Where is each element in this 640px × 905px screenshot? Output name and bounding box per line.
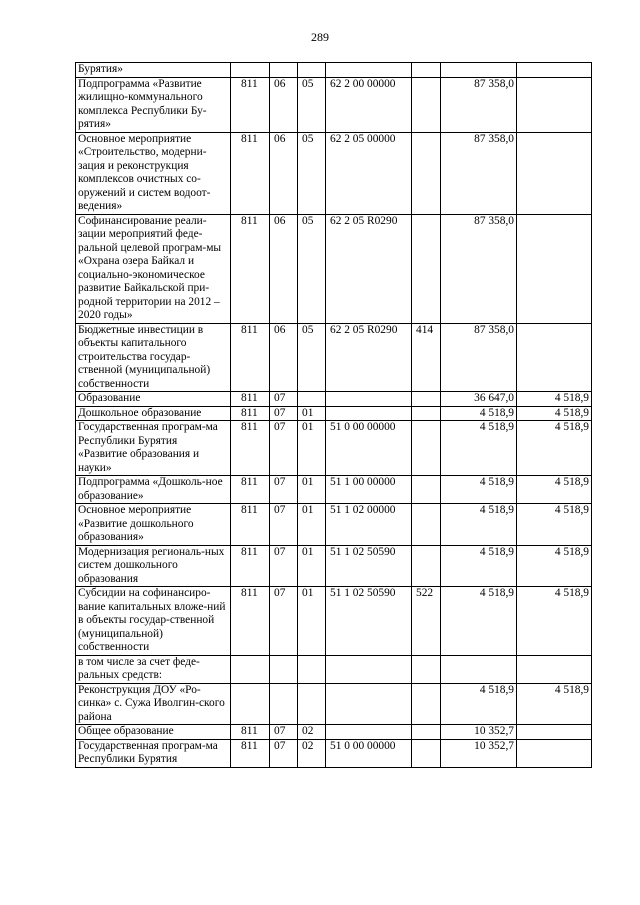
grbs-cell: 811 [231, 587, 270, 656]
target-article-cell: 62 2 05 R0290 [326, 214, 412, 323]
row-name-cell: Модернизация региональ-ных систем дошкольного образования [76, 545, 231, 587]
row-name-cell: Подпрограмма «Развитие жилищно-коммунального комплекса Республики Бу-рятия» [76, 77, 231, 132]
subsection-cell: 05 [298, 77, 326, 132]
sum-cell: 87 358,0 [441, 132, 517, 214]
budget-table [75, 62, 592, 768]
target-article-cell: 62 2 05 00000 [326, 132, 412, 214]
row-name-cell: Государственная програм-ма Республики Бурятия «Развитие образования и науки» [76, 421, 231, 476]
sum-cell: 87 358,0 [441, 323, 517, 392]
expense-type-cell [412, 683, 441, 725]
target-article-cell: 62 2 05 R0290 [326, 323, 412, 392]
federal-sum-cell: 4 518,9 [517, 476, 592, 504]
federal-sum-cell: 4 518,9 [517, 421, 592, 476]
sum-cell: 4 518,9 [441, 683, 517, 725]
expense-type-cell [412, 476, 441, 504]
table-row [76, 323, 592, 392]
table-row [76, 504, 592, 546]
section-cell: 06 [270, 323, 298, 392]
row-name-cell: Основное мероприятие «Строительство, модерни-зация и реконструкция комплексов очистных со-оружений и систем водоот-ведения» [76, 132, 231, 214]
table-row [76, 214, 592, 323]
table-row [76, 545, 592, 587]
row-name-cell: Подпрограмма «Дошколь-ное образование» [76, 476, 231, 504]
grbs-cell: 811 [231, 132, 270, 214]
table-row [76, 655, 592, 683]
federal-sum-cell: 4 518,9 [517, 545, 592, 587]
grbs-cell: 811 [231, 406, 270, 421]
section-cell: 06 [270, 132, 298, 214]
subsection-cell: 02 [298, 739, 326, 767]
target-article-cell: 51 1 02 00000 [326, 504, 412, 546]
table-row [76, 421, 592, 476]
section-cell [270, 63, 298, 78]
table-row [76, 132, 592, 214]
section-cell: 07 [270, 406, 298, 421]
sum-cell: 4 518,9 [441, 587, 517, 656]
expense-type-cell [412, 63, 441, 78]
section-cell: 07 [270, 725, 298, 740]
expense-type-cell [412, 214, 441, 323]
sum-cell [441, 63, 517, 78]
federal-sum-cell [517, 214, 592, 323]
grbs-cell [231, 683, 270, 725]
row-name-cell: в том числе за счет феде-ральных средств: [76, 655, 231, 683]
target-article-cell [326, 63, 412, 78]
target-article-cell: 51 1 00 00000 [326, 476, 412, 504]
federal-sum-cell: 4 518,9 [517, 504, 592, 546]
table-row [76, 476, 592, 504]
grbs-cell: 811 [231, 725, 270, 740]
expense-type-cell [412, 392, 441, 407]
expense-type-cell [412, 421, 441, 476]
federal-sum-cell [517, 725, 592, 740]
sum-cell: 4 518,9 [441, 504, 517, 546]
expense-type-cell [412, 77, 441, 132]
subsection-cell [298, 683, 326, 725]
row-name-cell: Государственная програм-ма Республики Бурятия [76, 739, 231, 767]
section-cell: 07 [270, 739, 298, 767]
grbs-cell [231, 63, 270, 78]
sum-cell: 10 352,7 [441, 739, 517, 767]
expense-type-cell [412, 739, 441, 767]
subsection-cell: 01 [298, 476, 326, 504]
sum-cell: 4 518,9 [441, 406, 517, 421]
subsection-cell [298, 392, 326, 407]
row-name-cell: Субсидии на софинансиро-вание капитальных вложе-ний в объекты государ-ственной (муниципальной) собственности [76, 587, 231, 656]
table-row [76, 392, 592, 407]
federal-sum-cell [517, 63, 592, 78]
table-row [76, 587, 592, 656]
expense-type-cell [412, 132, 441, 214]
federal-sum-cell [517, 739, 592, 767]
target-article-cell: 51 0 00 00000 [326, 739, 412, 767]
federal-sum-cell: 4 518,9 [517, 587, 592, 656]
table-row [76, 77, 592, 132]
section-cell: 07 [270, 504, 298, 546]
subsection-cell [298, 63, 326, 78]
federal-sum-cell [517, 655, 592, 683]
grbs-cell: 811 [231, 214, 270, 323]
expense-type-cell [412, 504, 441, 546]
grbs-cell: 811 [231, 392, 270, 407]
sum-cell: 4 518,9 [441, 476, 517, 504]
target-article-cell [326, 725, 412, 740]
sum-cell [441, 655, 517, 683]
subsection-cell: 05 [298, 132, 326, 214]
subsection-cell [298, 655, 326, 683]
row-name-cell: Софинансирование реали-зации мероприятий феде-ральной целевой програм-мы «Охрана озера Байкал и социально-экономическое развитие Байкальской при-родной территории на 2012 – 2020 годы» [76, 214, 231, 323]
target-article-cell [326, 683, 412, 725]
grbs-cell: 811 [231, 421, 270, 476]
subsection-cell: 01 [298, 504, 326, 546]
table-row [76, 725, 592, 740]
federal-sum-cell [517, 132, 592, 214]
row-name-cell: Образование [76, 392, 231, 407]
grbs-cell: 811 [231, 739, 270, 767]
grbs-cell: 811 [231, 323, 270, 392]
sum-cell: 87 358,0 [441, 214, 517, 323]
table-row [76, 406, 592, 421]
target-article-cell: 51 1 02 50590 [326, 587, 412, 656]
target-article-cell [326, 392, 412, 407]
row-name-cell: Основное мероприятие «Развитие дошкольного образования» [76, 504, 231, 546]
section-cell: 07 [270, 545, 298, 587]
sum-cell: 4 518,9 [441, 545, 517, 587]
subsection-cell: 01 [298, 587, 326, 656]
expense-type-cell [412, 655, 441, 683]
table-row [76, 739, 592, 767]
section-cell: 07 [270, 587, 298, 656]
target-article-cell: 62 2 00 00000 [326, 77, 412, 132]
sum-cell: 87 358,0 [441, 77, 517, 132]
row-name-cell: Бюджетные инвестиции в объекты капитального строительства государ-ственной (муниципальной) собственности [76, 323, 231, 392]
section-cell: 06 [270, 214, 298, 323]
page-number: 289 [311, 30, 329, 44]
subsection-cell: 05 [298, 323, 326, 392]
section-cell: 07 [270, 392, 298, 407]
section-cell: 07 [270, 476, 298, 504]
section-cell: 07 [270, 421, 298, 476]
federal-sum-cell [517, 77, 592, 132]
grbs-cell: 811 [231, 504, 270, 546]
row-name-cell: Бурятия» [76, 63, 231, 78]
federal-sum-cell: 4 518,9 [517, 683, 592, 725]
expense-type-cell [412, 545, 441, 587]
row-name-cell: Реконструкция ДОУ «Ро-синка» с. Сужа Иволгин-ского района [76, 683, 231, 725]
section-cell [270, 683, 298, 725]
sum-cell: 36 647,0 [441, 392, 517, 407]
section-cell: 06 [270, 77, 298, 132]
sum-cell: 4 518,9 [441, 421, 517, 476]
grbs-cell [231, 655, 270, 683]
federal-sum-cell: 4 518,9 [517, 406, 592, 421]
section-cell [270, 655, 298, 683]
grbs-cell: 811 [231, 545, 270, 587]
expense-type-cell: 414 [412, 323, 441, 392]
table-row [76, 683, 592, 725]
grbs-cell: 811 [231, 476, 270, 504]
subsection-cell: 02 [298, 725, 326, 740]
expense-type-cell [412, 406, 441, 421]
sum-cell: 10 352,7 [441, 725, 517, 740]
target-article-cell: 51 0 00 00000 [326, 421, 412, 476]
subsection-cell: 05 [298, 214, 326, 323]
table-body [76, 63, 592, 768]
subsection-cell: 01 [298, 406, 326, 421]
grbs-cell: 811 [231, 77, 270, 132]
target-article-cell [326, 655, 412, 683]
table-row [76, 63, 592, 78]
subsection-cell: 01 [298, 421, 326, 476]
subsection-cell: 01 [298, 545, 326, 587]
target-article-cell: 51 1 02 50590 [326, 545, 412, 587]
row-name-cell: Дошкольное образование [76, 406, 231, 421]
federal-sum-cell [517, 323, 592, 392]
expense-type-cell: 522 [412, 587, 441, 656]
target-article-cell [326, 406, 412, 421]
row-name-cell: Общее образование [76, 725, 231, 740]
federal-sum-cell: 4 518,9 [517, 392, 592, 407]
expense-type-cell [412, 725, 441, 740]
